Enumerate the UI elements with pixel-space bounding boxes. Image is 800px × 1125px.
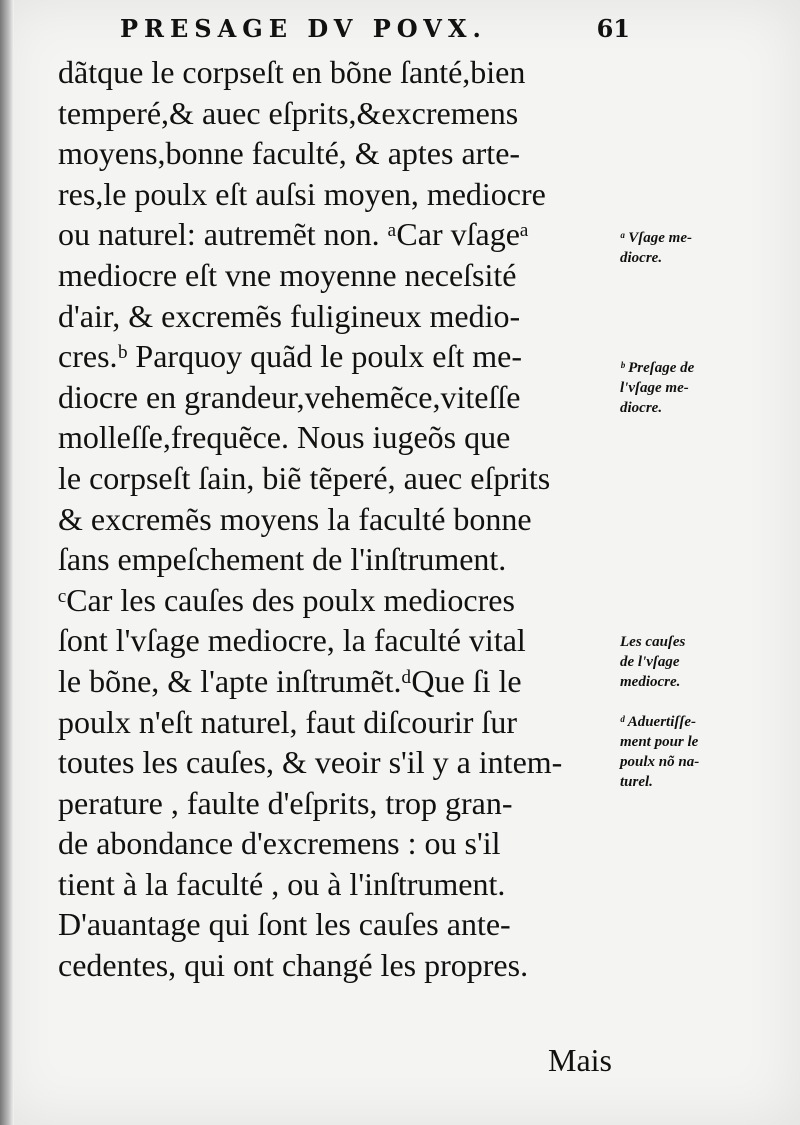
margin-note-line: ᵈ Aduertiſſe- xyxy=(620,714,697,730)
text-line: ou naturel: autremẽt non. ᵃCar vſageᵃ xyxy=(58,216,529,253)
margin-note-line: Les cauſes xyxy=(620,634,686,650)
margin-note-line: mediocre. xyxy=(620,674,681,690)
text-line: d'air, & excremẽs fuligineux medio- xyxy=(58,297,521,334)
page-number: 61 xyxy=(596,14,630,43)
text-line: ſont l'vſage mediocre, la faculté vital xyxy=(58,622,526,659)
margin-note xyxy=(620,712,699,792)
margin-note xyxy=(620,228,692,268)
text-line: de abondance d'excremens : ou s'il xyxy=(58,825,501,862)
margin-note-line: poulx nõ na- xyxy=(620,754,700,770)
text-line: molleſſe,frequẽce. Nous iugeõs que xyxy=(58,419,511,456)
text-line: tient à la faculté , ou à l'inſtrument. xyxy=(58,865,506,902)
text-line: cres.ᵇ Parquoy quãd le poulx eſt me- xyxy=(58,338,522,375)
margin-note-line: diocre. xyxy=(620,250,663,266)
text-line: & excremẽs moyens la faculté bonne xyxy=(58,500,532,537)
text-line: res,le poulx eſt auſsi moyen, mediocre xyxy=(58,175,546,212)
margin-note xyxy=(620,632,685,692)
text-line: ſans empeſchement de l'inſtrument. xyxy=(58,541,507,578)
text-line: perature , faulte d'eſprits, trop gran- xyxy=(58,784,513,821)
text-line: mediocre eſt vne moyenne neceſsité xyxy=(58,256,517,293)
margin-note-line: diocre. xyxy=(620,400,663,416)
text-line: le bõne, & l'apte inſtrumẽt.ᵈQue ſi le xyxy=(58,662,522,699)
margin-note-line: turel. xyxy=(620,774,653,790)
text-line: cedentes, qui ont changé les propres. xyxy=(58,947,529,984)
text-line: temperé,& auec eſprits,&excremens xyxy=(58,94,519,131)
margin-note-line: ment pour le xyxy=(620,734,699,750)
text-line: moyens,bonne faculté, & aptes arte- xyxy=(58,135,521,172)
margin-note-line: ᵃ Vſage me- xyxy=(620,230,692,246)
catchword: Mais xyxy=(548,1042,612,1078)
margin-note xyxy=(620,358,694,418)
running-title: PRESAGE DV POVX. xyxy=(120,14,487,43)
margin-note-line: l'vſage me- xyxy=(620,380,689,396)
margin-note-line: ᵇ Preſage de xyxy=(620,360,695,376)
text-line: ᶜCar les cauſes des poulx mediocres xyxy=(58,581,515,618)
text-line: toutes les cauſes, & veoir s'il y a intem- xyxy=(58,744,563,781)
text-line: poulx n'eſt naturel, faut diſcourir ſur xyxy=(58,703,517,740)
page-gutter-shadow xyxy=(0,0,14,1125)
text-line: le corpseſt ſain, biẽ tẽperé, auec eſprits xyxy=(58,459,551,496)
margin-note-line: de l'vſage xyxy=(620,654,680,670)
main-text-block xyxy=(58,52,628,986)
text-line: D'auantage qui ſont les cauſes ante- xyxy=(58,906,511,943)
page-header xyxy=(120,14,630,48)
text-line: diocre en grandeur,vehemẽce,viteſſe xyxy=(58,378,521,415)
text-line: dãtque le corpseſt en bõne ſanté,bien xyxy=(58,54,526,90)
